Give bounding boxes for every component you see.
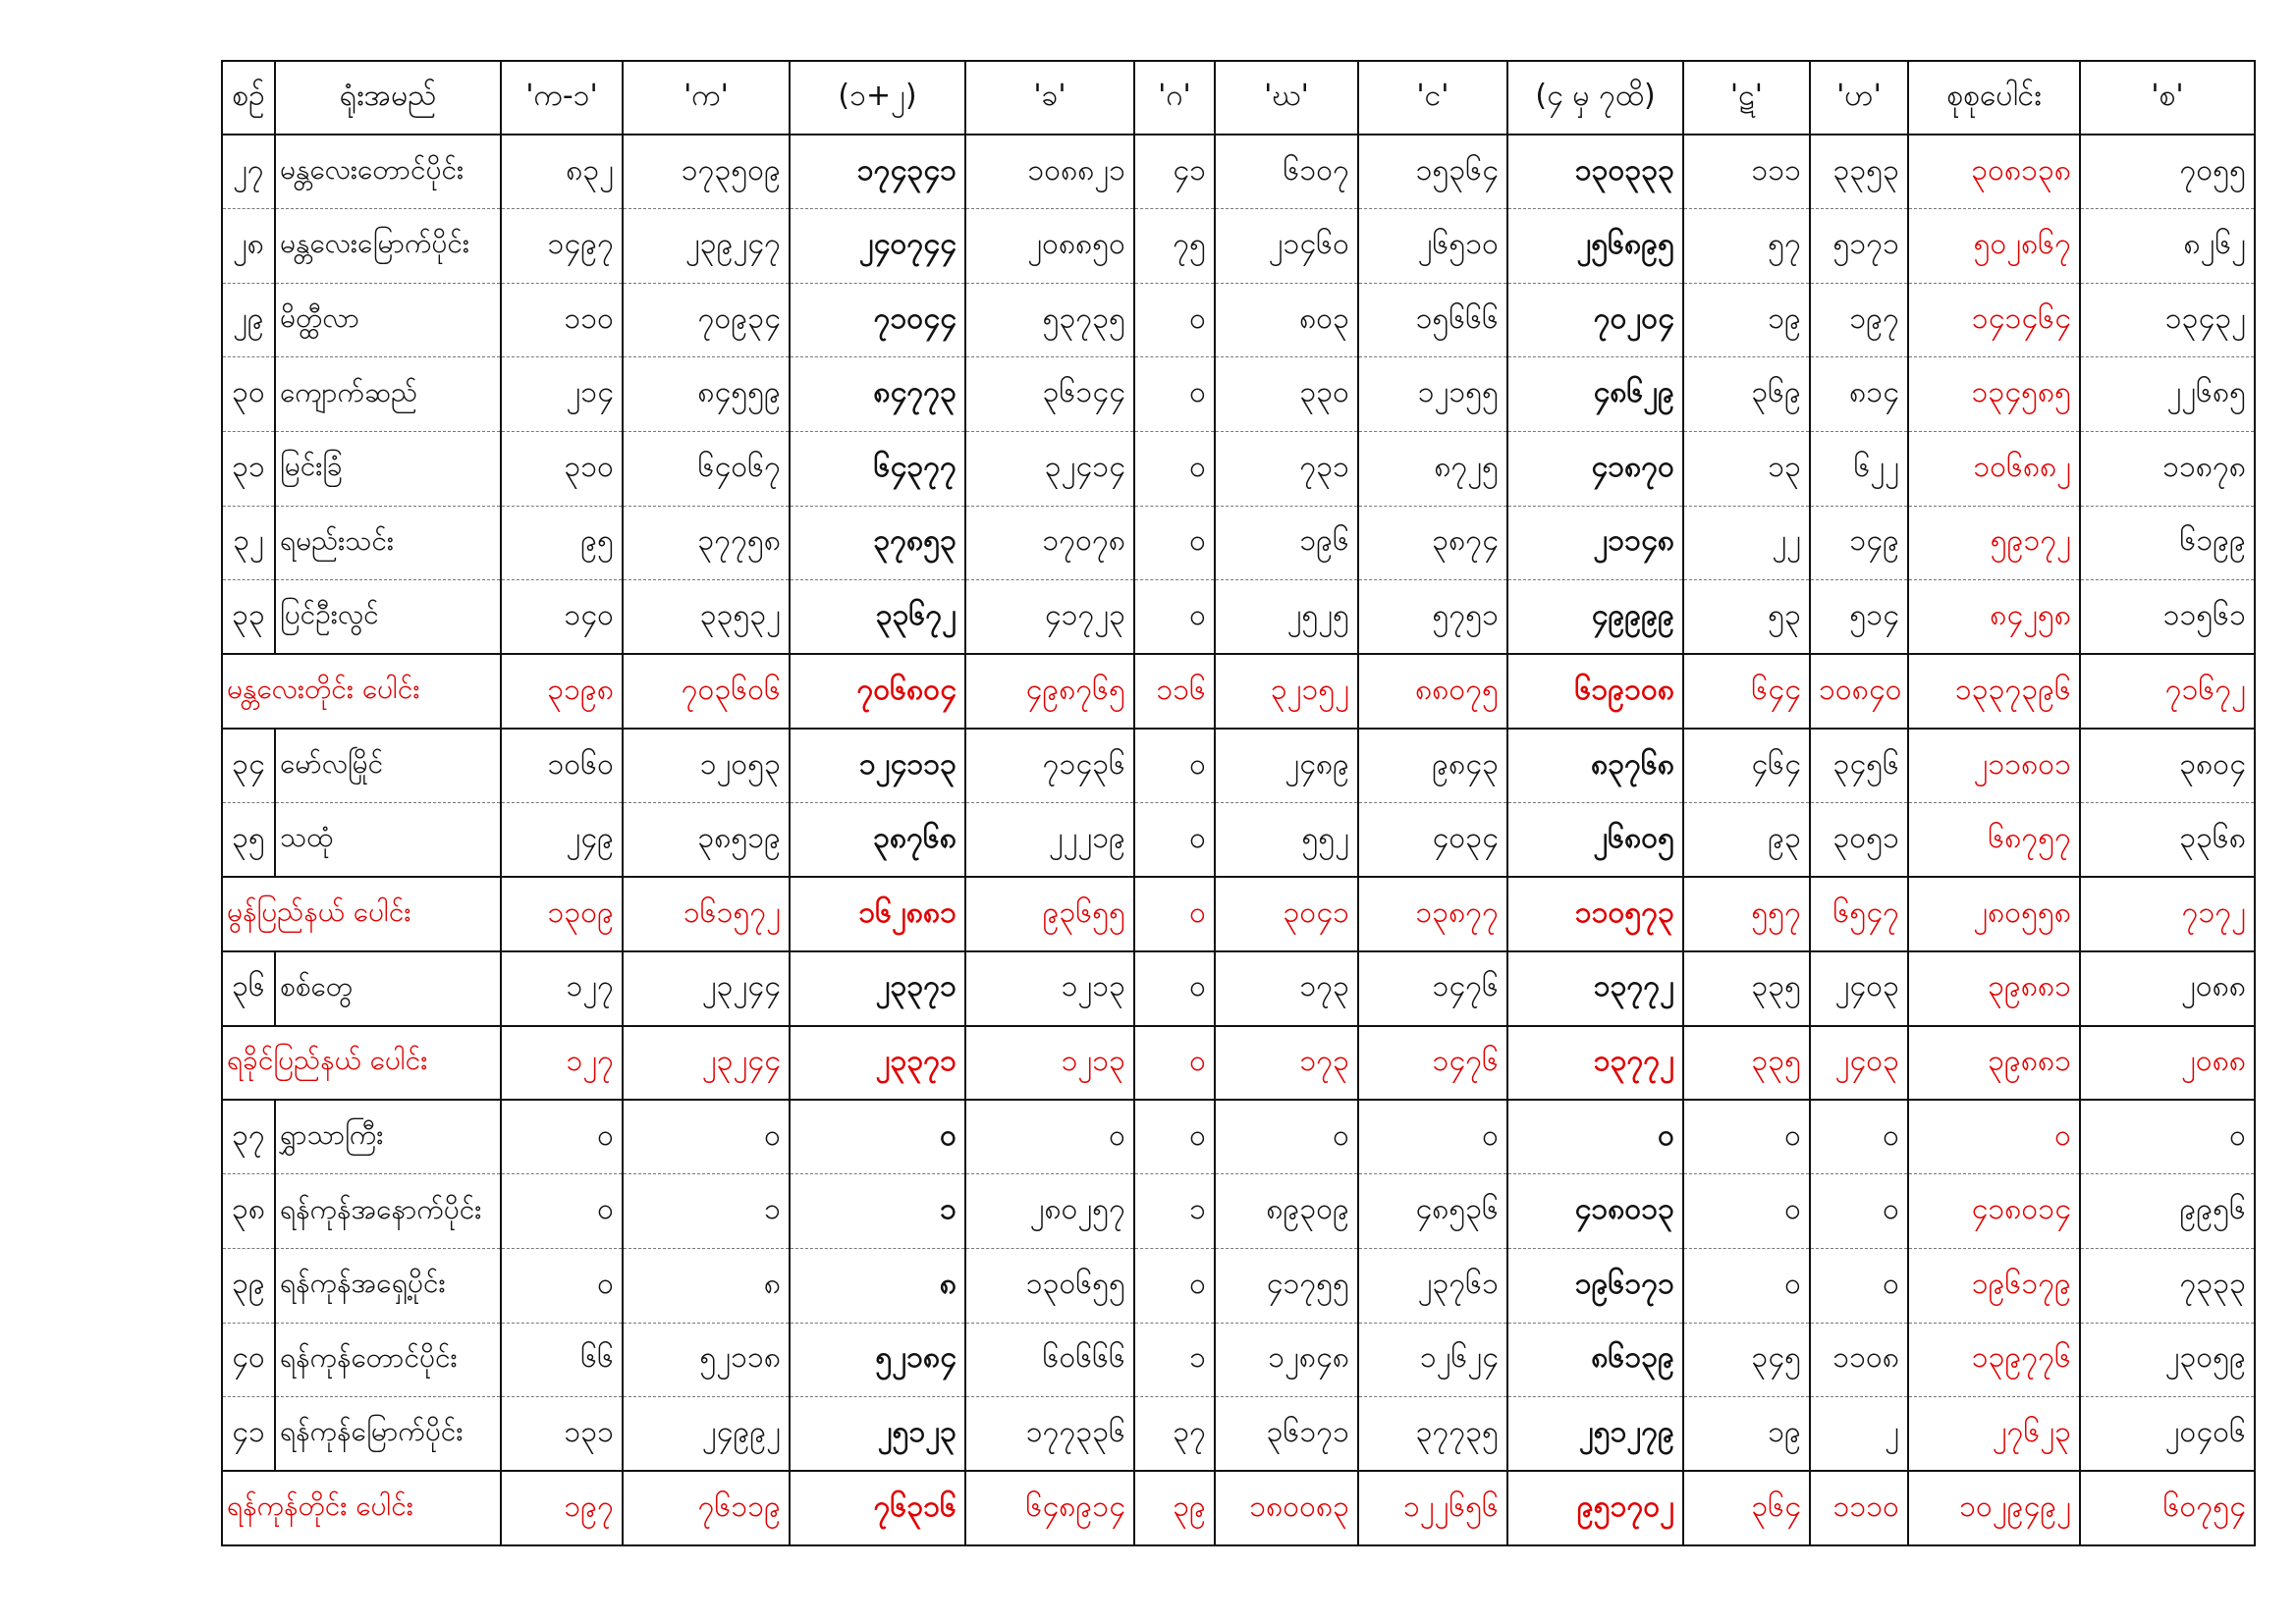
value-cell: ၈၄၇၇၃	[790, 357, 965, 432]
table-row	[222, 1397, 2255, 1472]
value-cell: ၈၃၇၆၈	[1507, 729, 1683, 803]
value-cell: ၁၀၆၈၈၂	[1908, 432, 2080, 507]
value-cell: ၅၀၂၈၆၇	[1908, 209, 2080, 284]
value-cell: ၈၄၅၅၉	[623, 357, 790, 432]
value-cell: ၁၈၀၀၈၃	[1215, 1471, 1358, 1545]
value-cell: ၀	[1810, 1248, 1908, 1323]
office-name: သထုံ	[275, 803, 501, 878]
value-cell: ၃၀၈၁၃၈	[1908, 135, 2080, 209]
value-cell: ၁၄၇၆	[1358, 951, 1507, 1026]
value-cell: ၀	[1134, 803, 1215, 878]
total-row	[222, 877, 2255, 951]
value-cell: ၃၃၅၃၂	[623, 580, 790, 655]
value-cell: ၂၄၀၃	[1810, 1026, 1908, 1101]
value-cell: ၅၁၄	[1810, 580, 1908, 655]
column-header: 'စ'	[2080, 61, 2255, 135]
row-number: ၂၉	[222, 283, 275, 357]
value-cell: ၆၁၉၁၀၈	[1507, 654, 1683, 729]
value-cell: ၅၃	[1683, 580, 1810, 655]
value-cell: ၀	[1134, 283, 1215, 357]
office-name: မန္တလေးတောင်ပိုင်း	[275, 135, 501, 209]
value-cell: ၁	[1134, 1174, 1215, 1249]
value-cell: ၁၃၄၃၂	[2080, 283, 2255, 357]
row-number: ၃၆	[222, 951, 275, 1026]
value-cell: ၀	[1134, 432, 1215, 507]
table-row	[222, 432, 2255, 507]
value-cell: ၄၉၉၉၉	[1507, 580, 1683, 655]
column-header: 'က'	[623, 61, 790, 135]
row-number: ၃၅	[222, 803, 275, 878]
value-cell: ၉၃၆၅၅	[965, 877, 1134, 951]
value-cell: ၃၆၄	[1683, 1471, 1810, 1545]
value-cell: ၈၄၂၅၈	[1908, 580, 2080, 655]
value-cell: ၃၃၅၃	[1810, 135, 1908, 209]
office-name: ပြင်ဦးလွင်	[275, 580, 501, 655]
value-cell: ၁၅၃၆၄	[1358, 135, 1507, 209]
value-cell: ၁၄၉၇	[501, 209, 623, 284]
value-cell: ၇၀၉၃၄	[623, 283, 790, 357]
value-cell: ၂၃၃၇၁	[790, 1026, 965, 1101]
value-cell: ၀	[501, 1248, 623, 1323]
value-cell: ၂၈၀၂၅၇	[965, 1174, 1134, 1249]
value-cell: ၄၁၈၇၀	[1507, 432, 1683, 507]
column-header: 'ဋ'	[1683, 61, 1810, 135]
value-cell: ၂၃၂၄၄	[623, 1026, 790, 1101]
total-label: မွန်ပြည်နယ် ပေါင်း	[222, 877, 501, 951]
value-cell: ၁၉၆	[1215, 506, 1358, 580]
value-cell: ၇၁၄၃၆	[965, 729, 1134, 803]
value-cell: ၆၀၇၅၄	[2080, 1471, 2255, 1545]
value-cell: ၃၀၅၁	[1810, 803, 1908, 878]
value-cell: ၂၀၈၈၅၀	[965, 209, 1134, 284]
table-row	[222, 283, 2255, 357]
value-cell: ၂၀၈၈	[2080, 1026, 2255, 1101]
value-cell: ၂၀၈၈	[2080, 951, 2255, 1026]
value-cell: ၁၀၈၈၂၁	[965, 135, 1134, 209]
value-cell: ၁၉၆၁၇၉	[1908, 1248, 2080, 1323]
value-cell: ၀	[1683, 1174, 1810, 1249]
data-table	[221, 60, 2256, 1546]
value-cell: ၆၅၄၇	[1810, 877, 1908, 951]
value-cell: ၂၃၇၆၁	[1358, 1248, 1507, 1323]
value-cell: ၇၁၇၂	[2080, 877, 2255, 951]
value-cell: ၂၂	[1683, 506, 1810, 580]
total-label: ရန်ကုန်တိုင်း ပေါင်း	[222, 1471, 501, 1545]
value-cell: ၃၂၁၅၂	[1215, 654, 1358, 729]
header-row	[222, 61, 2255, 135]
value-cell: ၈၉၃၀၉	[1215, 1174, 1358, 1249]
row-number: ၃၁	[222, 432, 275, 507]
row-number: ၃၈	[222, 1174, 275, 1249]
value-cell: ၇၃၁	[1215, 432, 1358, 507]
value-cell: ၃၈၇၆၈	[790, 803, 965, 878]
value-cell: ၁၇၃	[1215, 1026, 1358, 1101]
column-header: 'င'	[1358, 61, 1507, 135]
value-cell: ၃၉၈၈၁	[1908, 951, 2080, 1026]
column-header: 'ခ'	[965, 61, 1134, 135]
office-name: ရမည်းသင်း	[275, 506, 501, 580]
value-cell: ၈၆၁၃၉	[1507, 1323, 1683, 1397]
value-cell: ၁	[1134, 1323, 1215, 1397]
column-header: စဉ်	[222, 61, 275, 135]
value-cell: ၄၁၈၀၁၄	[1908, 1174, 2080, 1249]
value-cell: ၈၂၆၂	[2080, 209, 2255, 284]
value-cell: ၀	[1507, 1100, 1683, 1174]
value-cell: ၂၂၂၁၉	[965, 803, 1134, 878]
value-cell: ၄၀၃၄	[1358, 803, 1507, 878]
office-name: ကျောက်ဆည်	[275, 357, 501, 432]
value-cell: ၉၈၄၃	[1358, 729, 1507, 803]
value-cell: ၄၈၅၃၆	[1358, 1174, 1507, 1249]
value-cell: ၁၃	[1683, 432, 1810, 507]
value-cell: ၁၉၇	[1810, 283, 1908, 357]
table-row	[222, 951, 2255, 1026]
column-header: 'ဟ'	[1810, 61, 1908, 135]
value-cell: ၆၄၈၉၁၄	[965, 1471, 1134, 1545]
row-number: ၃၉	[222, 1248, 275, 1323]
value-cell: ၀	[1134, 1248, 1215, 1323]
value-cell: ၁၃၃၇၃၉၆	[1908, 654, 2080, 729]
row-number: ၂၇	[222, 135, 275, 209]
value-cell: ၁၄၁၄၆၄	[1908, 283, 2080, 357]
value-cell: ၄၁၇၂၃	[965, 580, 1134, 655]
value-cell: ၃၇၇၅၈	[623, 506, 790, 580]
value-cell: ၁၁၆	[1134, 654, 1215, 729]
value-cell: ၁၇၄၃၄၁	[790, 135, 965, 209]
value-cell: ၃၂၄၁၄	[965, 432, 1134, 507]
value-cell: ၂၇၆၂၃	[1908, 1397, 2080, 1472]
value-cell: ၂၂၆၈၅	[2080, 357, 2255, 432]
value-cell: ၂၁၄၆၀	[1215, 209, 1358, 284]
value-cell: ၁၃၀၉	[501, 877, 623, 951]
value-cell: ၀	[1134, 506, 1215, 580]
value-cell: ၂၅၁၂၃	[790, 1397, 965, 1472]
value-cell: ၉၅၁၇၀၂	[1507, 1471, 1683, 1545]
value-cell: ၆၈၇၅၇	[1908, 803, 2080, 878]
value-cell: ၁၂၁၃	[965, 1026, 1134, 1101]
row-number: ၃၇	[222, 1100, 275, 1174]
value-cell: ၀	[1134, 877, 1215, 951]
value-cell: ၁၂၆၂၄	[1358, 1323, 1507, 1397]
value-cell: ၀	[790, 1100, 965, 1174]
total-label: ရခိုင်ပြည်နယ် ပေါင်း	[222, 1026, 501, 1101]
value-cell: ၁၂၁၃	[965, 951, 1134, 1026]
office-name: ရန်ကုန်တောင်ပိုင်း	[275, 1323, 501, 1397]
value-cell: ၁၃၇၇၂	[1507, 951, 1683, 1026]
value-cell: ၁၂၇	[501, 951, 623, 1026]
value-cell: ၀	[2080, 1100, 2255, 1174]
value-cell: ၅၂၁၁၈	[623, 1323, 790, 1397]
value-cell: ၃၃၆၇၂	[790, 580, 965, 655]
office-name: ရန်ကုန်အရှေ့ပိုင်း	[275, 1248, 501, 1323]
value-cell: ၁၄၇၆	[1358, 1026, 1507, 1101]
table-row	[222, 580, 2255, 655]
value-cell: ၄၉၈၇၆၅	[965, 654, 1134, 729]
value-cell: ၆၁၀၇	[1215, 135, 1358, 209]
value-cell: ၄၁၇၅၅	[1215, 1248, 1358, 1323]
value-cell: ၁၂၇	[501, 1026, 623, 1101]
value-cell: ၂၃၀၅၉	[2080, 1323, 2255, 1397]
value-cell: ၂၁၁၈၀၁	[1908, 729, 2080, 803]
row-number: ၃၃	[222, 580, 275, 655]
value-cell: ၄၁၈၀၁၃	[1507, 1174, 1683, 1249]
value-cell: ၁၉	[1683, 1397, 1810, 1472]
value-cell: ၂	[1810, 1397, 1908, 1472]
office-name: မြင်းခြံ	[275, 432, 501, 507]
value-cell: ၁၃၁	[501, 1397, 623, 1472]
value-cell: ၇၀၆၈၀၄	[790, 654, 965, 729]
total-row	[222, 1471, 2255, 1545]
value-cell: ၂၆၅၁၀	[1358, 209, 1507, 284]
value-cell: ၃၄၅	[1683, 1323, 1810, 1397]
value-cell: ၂၄၀၇၄၄	[790, 209, 965, 284]
value-cell: ၄၁	[1134, 135, 1215, 209]
value-cell: ၀	[501, 1100, 623, 1174]
value-cell: ၇၁၀၄၄	[790, 283, 965, 357]
value-cell: ၁	[790, 1174, 965, 1249]
value-cell: ၂၃၉၂၄၇	[623, 209, 790, 284]
value-cell: ၅၇၅၁	[1358, 580, 1507, 655]
table-row	[222, 1248, 2255, 1323]
value-cell: ၀	[1810, 1100, 1908, 1174]
value-cell: ၁၇၀၇၈	[965, 506, 1134, 580]
value-cell: ၁	[623, 1174, 790, 1249]
row-number: ၄၁	[222, 1397, 275, 1472]
total-row	[222, 1026, 2255, 1101]
value-cell: ၁၉	[1683, 283, 1810, 357]
value-cell: ၆၄၄	[1683, 654, 1810, 729]
value-cell: ၅၃၇၃၅	[965, 283, 1134, 357]
total-row	[222, 654, 2255, 729]
table-row	[222, 1100, 2255, 1174]
value-cell: ၂၄၉	[501, 803, 623, 878]
value-cell: ၀	[1683, 1100, 1810, 1174]
value-cell: ၁၃၀၃၃၃	[1507, 135, 1683, 209]
value-cell: ၃၃၀	[1215, 357, 1358, 432]
value-cell: ၀	[1134, 1100, 1215, 1174]
office-name: မော်လမြိုင်	[275, 729, 501, 803]
value-cell: ၃၇၈၅၃	[790, 506, 965, 580]
value-cell: ၁၇၇၃၃၆	[965, 1397, 1134, 1472]
value-cell: ၂၆၈၀၅	[1507, 803, 1683, 878]
value-cell: ၇၀၅၅	[2080, 135, 2255, 209]
value-cell: ၂၀၄၀၆	[2080, 1397, 2255, 1472]
office-name: ရန်ကုန်အနောက်ပိုင်း	[275, 1174, 501, 1249]
value-cell: ၁၂၀၅၃	[623, 729, 790, 803]
value-cell: ၁၁၅၆၁	[2080, 580, 2255, 655]
office-name: ရွှာသာကြီး	[275, 1100, 501, 1174]
value-cell: ၈၁၄	[1810, 357, 1908, 432]
value-cell: ၃၃၅	[1683, 951, 1810, 1026]
value-cell: ၃၄၅၆	[1810, 729, 1908, 803]
value-cell: ၁၉၆၁၇၁	[1507, 1248, 1683, 1323]
value-cell: ၁၃၉၇၇၆	[1908, 1323, 2080, 1397]
value-cell: ၁၆၂၈၈၁	[790, 877, 965, 951]
value-cell: ၈၇၂၅	[1358, 432, 1507, 507]
value-cell: ၅၅၂	[1215, 803, 1358, 878]
value-cell: ၃၈၅၁၉	[623, 803, 790, 878]
value-cell: ၁၀၈၄၀	[1810, 654, 1908, 729]
value-cell: ၃၆၉	[1683, 357, 1810, 432]
value-cell: ၃၆၁၄၄	[965, 357, 1134, 432]
office-name: စစ်တွေ	[275, 951, 501, 1026]
value-cell: ၉၅	[501, 506, 623, 580]
value-cell: ၃၀၄၁	[1215, 877, 1358, 951]
value-cell: ၉၉၅၆	[2080, 1174, 2255, 1249]
value-cell: ၂၃၂၄၄	[623, 951, 790, 1026]
value-cell: ၀	[1134, 1026, 1215, 1101]
value-cell: ၃၉	[1134, 1471, 1215, 1545]
value-cell: ၁၁၀၈	[1810, 1323, 1908, 1397]
value-cell: ၀	[1134, 951, 1215, 1026]
value-cell: ၁၄၀	[501, 580, 623, 655]
value-cell: ၇၀၃၆၀၆	[623, 654, 790, 729]
total-label: မန္တလေးတိုင်း ပေါင်း	[222, 654, 501, 729]
value-cell: ၈၃၂	[501, 135, 623, 209]
value-cell: ၅၉၁၇၂	[1908, 506, 2080, 580]
value-cell: ၁၂၁၅၅	[1358, 357, 1507, 432]
value-cell: ၂၃၃၇၁	[790, 951, 965, 1026]
value-cell: ၀	[1358, 1100, 1507, 1174]
value-cell: ၀	[501, 1174, 623, 1249]
value-cell: ၂၁၄	[501, 357, 623, 432]
value-cell: ၁၅၆၆၆	[1358, 283, 1507, 357]
value-cell: ၁၇၃	[1215, 951, 1358, 1026]
value-cell: ၀	[623, 1100, 790, 1174]
value-cell: ၇၆၃၁၆	[790, 1471, 965, 1545]
value-cell: ၃၈၀၄	[2080, 729, 2255, 803]
value-cell: ၈၀၃	[1215, 283, 1358, 357]
value-cell: ၁၁၁၀	[1810, 1471, 1908, 1545]
value-cell: ၁၀၆၀	[501, 729, 623, 803]
value-cell: ၁၇၃၅၀၉	[623, 135, 790, 209]
value-cell: ၅၁၇၁	[1810, 209, 1908, 284]
row-number: ၃၂	[222, 506, 275, 580]
value-cell: ၁၁၁	[1683, 135, 1810, 209]
row-number: ၃၄	[222, 729, 275, 803]
table-row	[222, 1174, 2255, 1249]
value-cell: ၂၅၁၂၇၉	[1507, 1397, 1683, 1472]
value-cell: ၂၅၂၅	[1215, 580, 1358, 655]
column-header: 'ဃ'	[1215, 61, 1358, 135]
value-cell: ၃၁၉၈	[501, 654, 623, 729]
value-cell: ၀	[1134, 357, 1215, 432]
value-cell: ၁၀၂၉၄၉၂	[1908, 1471, 2080, 1545]
row-number: ၄၀	[222, 1323, 275, 1397]
value-cell: ၃၃၅	[1683, 1026, 1810, 1101]
value-cell: ၁၃၄၅၈၅	[1908, 357, 2080, 432]
value-cell: ၀	[1908, 1100, 2080, 1174]
table-row	[222, 729, 2255, 803]
value-cell: ၄၈၆၂၉	[1507, 357, 1683, 432]
value-cell: ၂၅၆၈၉၅	[1507, 209, 1683, 284]
table-row	[222, 506, 2255, 580]
value-cell: ၂၈၀၅၅၈	[1908, 877, 2080, 951]
table-row	[222, 1323, 2255, 1397]
value-cell: ၆၂၂	[1810, 432, 1908, 507]
value-cell: ၀	[1810, 1174, 1908, 1249]
value-cell: ၁၁၀	[501, 283, 623, 357]
value-cell: ၀	[1215, 1100, 1358, 1174]
value-cell: ၆၆	[501, 1323, 623, 1397]
value-cell: ၇၃၃၃	[2080, 1248, 2255, 1323]
value-cell: ၁၃၇၇၂	[1507, 1026, 1683, 1101]
value-cell: ၅၂၁၈၄	[790, 1323, 965, 1397]
value-cell: ၁၂၄၁၁၃	[790, 729, 965, 803]
column-header: (၄ မှ ၇ထိ)	[1507, 61, 1683, 135]
value-cell: ၁၃၀၆၅၅	[965, 1248, 1134, 1323]
value-cell: ၃၈၇၄	[1358, 506, 1507, 580]
value-cell: ၃၉၈၈၁	[1908, 1026, 2080, 1101]
value-cell: ၇၁၆၇၂	[2080, 654, 2255, 729]
value-cell: ၂၄၉၉၂	[623, 1397, 790, 1472]
value-cell: ၉၃	[1683, 803, 1810, 878]
office-name: မန္တလေးမြောက်ပိုင်း	[275, 209, 501, 284]
value-cell: ၂၄၀၃	[1810, 951, 1908, 1026]
office-name: မိတ္ထီလာ	[275, 283, 501, 357]
column-header: ရုံးအမည်	[275, 61, 501, 135]
value-cell: ၄၆၄	[1683, 729, 1810, 803]
value-cell: ၃၇၇၃၅	[1358, 1397, 1507, 1472]
column-header: 'ဂ'	[1134, 61, 1215, 135]
value-cell: ၁၂၂၆၅၆	[1358, 1471, 1507, 1545]
value-cell: ၁၁၈၇၈	[2080, 432, 2255, 507]
value-cell: ၃၁၀	[501, 432, 623, 507]
value-cell: ၅၅၇	[1683, 877, 1810, 951]
value-cell: ၁၄၉	[1810, 506, 1908, 580]
row-number: ၃၀	[222, 357, 275, 432]
value-cell: ၁၆၁၅၇၂	[623, 877, 790, 951]
column-header: (၁+၂)	[790, 61, 965, 135]
value-cell: ၀	[965, 1100, 1134, 1174]
value-cell: ၆၄၃၇၇	[790, 432, 965, 507]
value-cell: ၀	[1134, 580, 1215, 655]
value-cell: ၁၁၀၅၇၃	[1507, 877, 1683, 951]
value-cell: ၈	[790, 1248, 965, 1323]
table-row	[222, 357, 2255, 432]
value-cell: ၈	[623, 1248, 790, 1323]
value-cell: ၆၄၀၆၇	[623, 432, 790, 507]
table-row	[222, 803, 2255, 878]
column-header: 'က-၁'	[501, 61, 623, 135]
value-cell: ၈၈၀၇၅	[1358, 654, 1507, 729]
table-row	[222, 135, 2255, 209]
column-header: စုစုပေါင်း	[1908, 61, 2080, 135]
value-cell: ၂၄၈၉	[1215, 729, 1358, 803]
office-name: ရန်ကုန်မြောက်ပိုင်း	[275, 1397, 501, 1472]
value-cell: ၂၁၁၄၈	[1507, 506, 1683, 580]
value-cell: ၁၃၈၇၇	[1358, 877, 1507, 951]
value-cell: ၀	[1683, 1248, 1810, 1323]
value-cell: ၁၉၇	[501, 1471, 623, 1545]
value-cell: ၀	[1134, 729, 1215, 803]
value-cell: ၆၁၉၉	[2080, 506, 2255, 580]
value-cell: ၆၀၆၆၆	[965, 1323, 1134, 1397]
value-cell: ၃၆၁၇၁	[1215, 1397, 1358, 1472]
table-row	[222, 209, 2255, 284]
value-cell: ၁၂၈၄၈	[1215, 1323, 1358, 1397]
value-cell: ၇၀၂၀၄	[1507, 283, 1683, 357]
value-cell: ၇၅	[1134, 209, 1215, 284]
value-cell: ၃၇	[1134, 1397, 1215, 1472]
value-cell: ၅၇	[1683, 209, 1810, 284]
row-number: ၂၈	[222, 209, 275, 284]
value-cell: ၇၆၁၁၉	[623, 1471, 790, 1545]
value-cell: ၃၃၆၈	[2080, 803, 2255, 878]
